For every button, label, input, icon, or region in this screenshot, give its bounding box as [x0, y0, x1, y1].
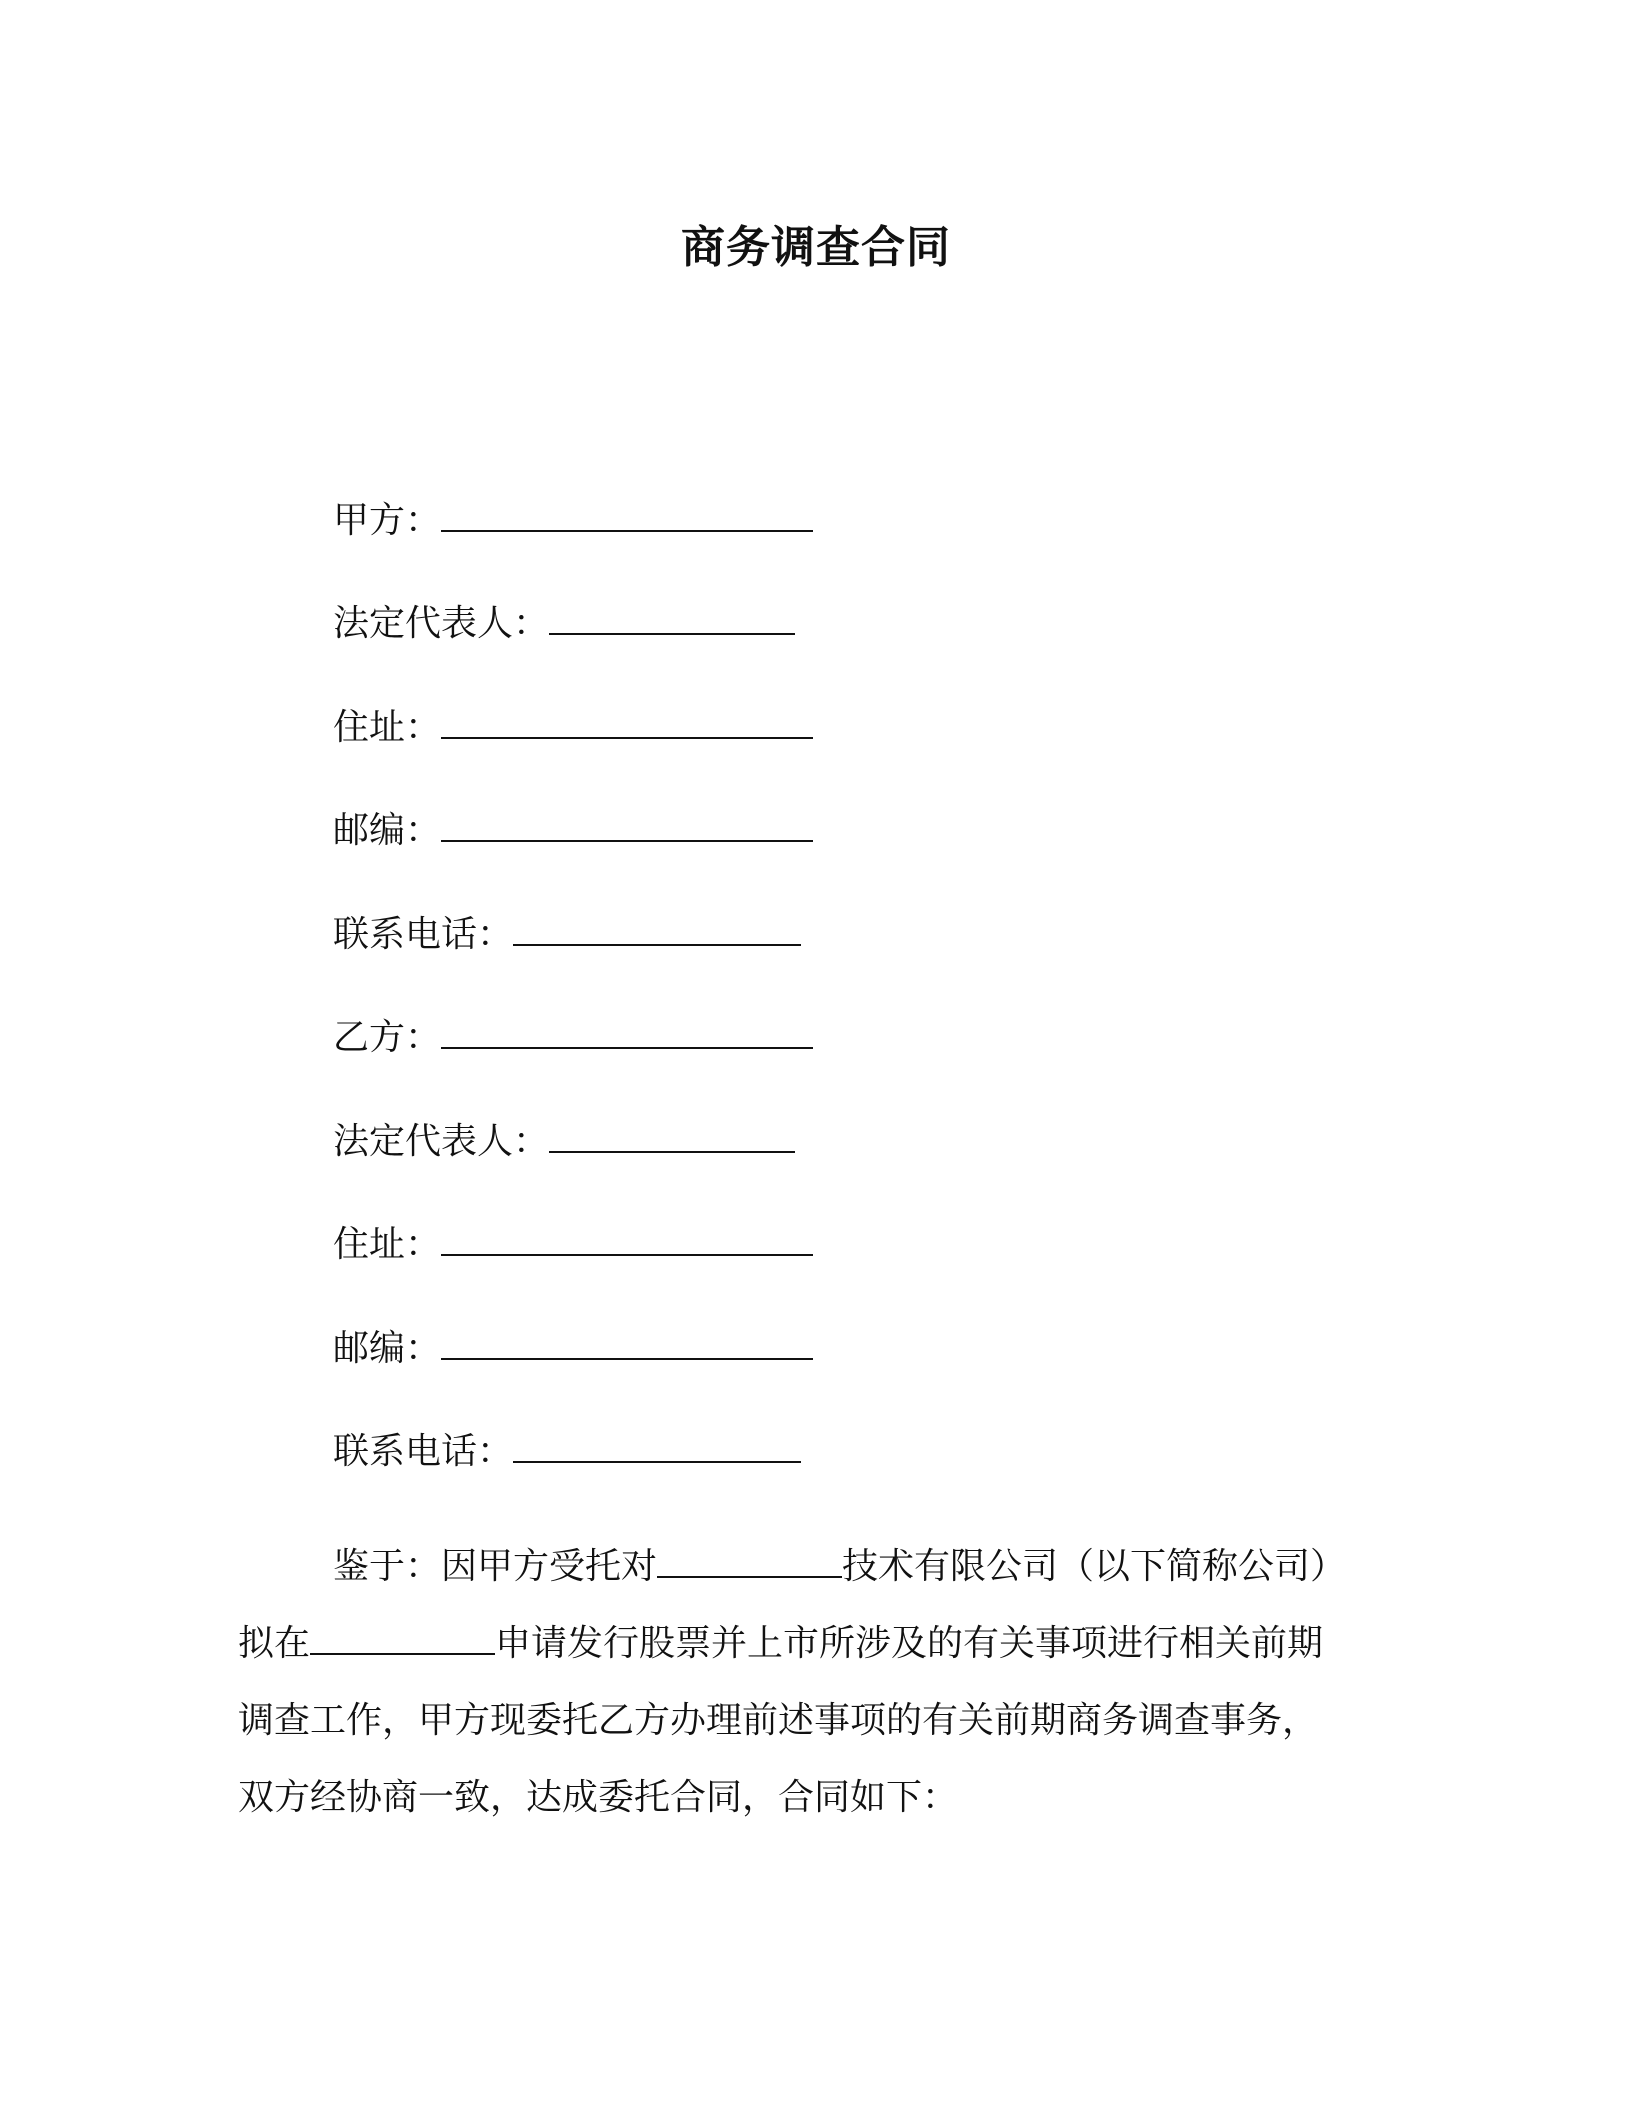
- party-a-phone-blank[interactable]: [513, 914, 801, 946]
- party-a-postcode-field: [333, 806, 813, 856]
- party-b-name-label: 乙方：: [333, 1017, 442, 1058]
- party-b-postcode-label: 邮编：: [333, 1328, 442, 1369]
- party-a-name-blank[interactable]: [441, 500, 813, 532]
- party-b-name-blank[interactable]: [441, 1017, 813, 1049]
- party-b-address-field: [333, 1220, 813, 1270]
- party-a-name-field: [333, 496, 813, 546]
- party-a-rep-blank[interactable]: [549, 603, 795, 635]
- document-title: 商务调查合同: [681, 222, 951, 273]
- party-b-address-blank[interactable]: [441, 1224, 813, 1256]
- listing-location-blank[interactable]: [310, 1623, 495, 1655]
- preamble-line1-end: 技术有限公司（以下简称公司）: [842, 1546, 1347, 1587]
- party-b-rep-blank[interactable]: [549, 1121, 795, 1153]
- party-a-phone-field: [333, 910, 801, 960]
- party-a-phone-label: 联系电话：: [333, 914, 514, 955]
- party-b-phone-blank[interactable]: [513, 1431, 801, 1463]
- party-b-rep-field: [333, 1117, 795, 1167]
- party-a-name-label: 甲方：: [333, 500, 442, 541]
- party-b-postcode-blank[interactable]: [441, 1328, 813, 1360]
- preamble-line1-start: 鉴于：因甲方受托对: [333, 1546, 658, 1587]
- preamble-line-1: [238, 1528, 1358, 1605]
- preamble-paragraph: [238, 1528, 1358, 1836]
- party-a-address-label: 住址：: [333, 707, 442, 748]
- preamble-line2-end: 申请发行股票并上市所涉及的有关事项进行相关前期: [495, 1623, 1324, 1664]
- preamble-line-2: [238, 1605, 1358, 1682]
- party-a-postcode-label: 邮编：: [333, 810, 442, 851]
- party-a-postcode-blank[interactable]: [441, 810, 813, 842]
- party-a-address-blank[interactable]: [441, 707, 813, 739]
- company-name-blank[interactable]: [657, 1546, 842, 1578]
- preamble-line2-start: 拟在: [238, 1623, 311, 1664]
- party-b-phone-label: 联系电话：: [333, 1431, 514, 1472]
- party-a-address-field: [333, 703, 813, 753]
- party-b-name-field: [333, 1013, 813, 1063]
- party-b-rep-label: 法定代表人：: [333, 1121, 550, 1162]
- party-b-phone-field: [333, 1427, 801, 1477]
- preamble-line-3: 调查工作，甲方现委托乙方办理前述事项的有关前期商务调查事务，: [238, 1700, 1319, 1741]
- party-a-rep-label: 法定代表人：: [333, 603, 550, 644]
- party-b-address-label: 住址：: [333, 1224, 442, 1265]
- party-b-postcode-field: [333, 1324, 813, 1374]
- party-a-rep-field: [333, 599, 795, 649]
- preamble-line-4: 双方经协商一致，达成委托合同，合同如下：: [238, 1777, 959, 1818]
